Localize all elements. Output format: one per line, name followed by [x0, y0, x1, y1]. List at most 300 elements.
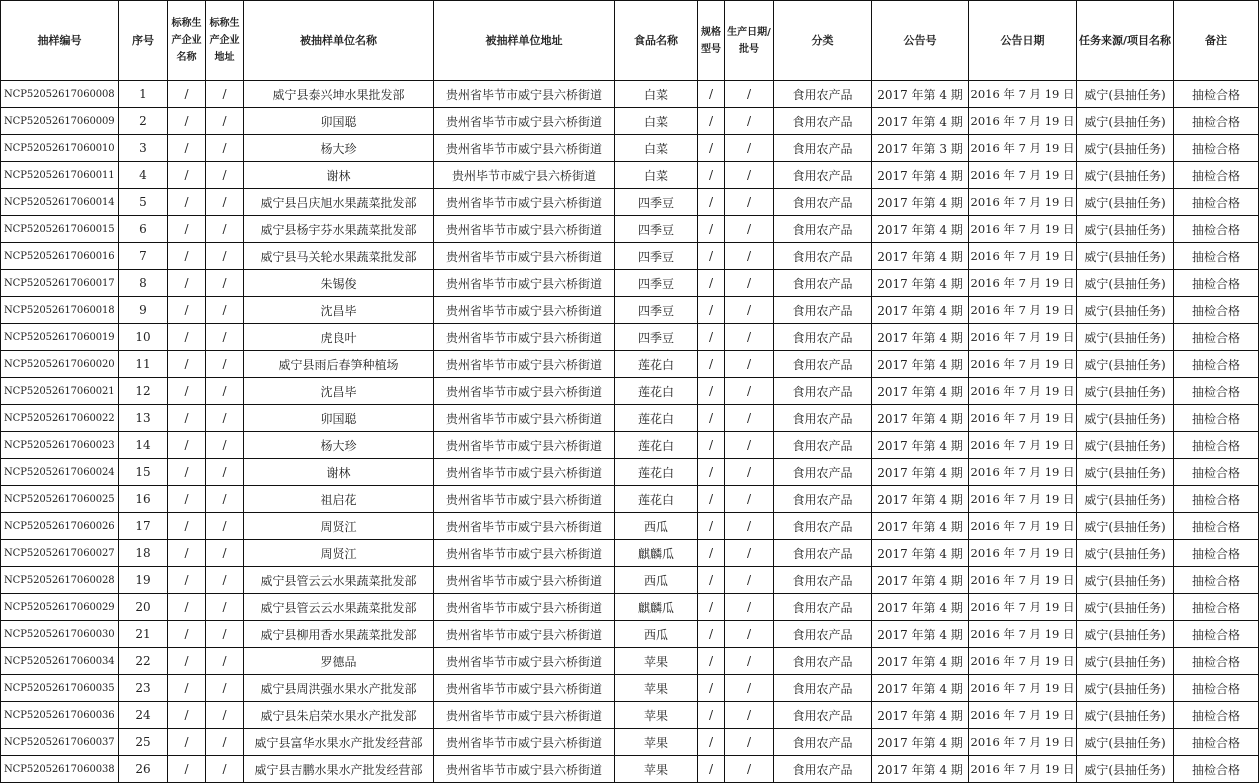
cell-unit-name: 祖启花 — [244, 486, 434, 513]
cell-seq: 6 — [119, 216, 168, 243]
cell-prod-date: / — [725, 594, 774, 621]
cell-category: 食用农产品 — [774, 81, 872, 108]
cell-unit-name: 沈昌毕 — [244, 378, 434, 405]
cell-seq: 20 — [119, 594, 168, 621]
cell-food-name: 四季豆 — [615, 216, 698, 243]
cell-unit-addr: 贵州省毕节市威宁县六桥街道 — [434, 297, 615, 324]
header-notice-date: 公告日期 — [969, 1, 1077, 81]
table-row — [1, 216, 1259, 243]
cell-unit-addr: 贵州省毕节市威宁县六桥街道 — [434, 621, 615, 648]
cell-unit-addr: 贵州省毕节市威宁县六桥街道 — [434, 756, 615, 783]
cell-task-source: 威宁(县抽任务) — [1077, 108, 1174, 135]
cell-mfr-name: / — [168, 108, 206, 135]
table-row — [1, 540, 1259, 567]
cell-food-name: 莲花白 — [615, 405, 698, 432]
cell-notice-no: 2017 年第 4 期 — [872, 459, 969, 486]
cell-sample-no: NCP52052617060027 — [1, 540, 119, 567]
cell-task-source: 威宁(县抽任务) — [1077, 540, 1174, 567]
cell-food-name: 莲花白 — [615, 378, 698, 405]
cell-sample-no: NCP52052617060008 — [1, 81, 119, 108]
cell-food-name: 莲花白 — [615, 432, 698, 459]
cell-sample-no: NCP52052617060026 — [1, 513, 119, 540]
cell-mfr-addr: / — [206, 594, 244, 621]
cell-mfr-name: / — [168, 81, 206, 108]
cell-spec: / — [698, 351, 725, 378]
cell-notice-date: 2016 年 7 月 19 日 — [969, 108, 1077, 135]
cell-unit-name: 威宁县朱启荣水果水产批发部 — [244, 702, 434, 729]
cell-food-name: 苹果 — [615, 729, 698, 756]
cell-category: 食用农产品 — [774, 675, 872, 702]
cell-sample-no: NCP52052617060025 — [1, 486, 119, 513]
cell-seq: 17 — [119, 513, 168, 540]
cell-notice-date: 2016 年 7 月 19 日 — [969, 243, 1077, 270]
cell-remark: 抽检合格 — [1174, 351, 1259, 378]
cell-notice-no: 2017 年第 4 期 — [872, 594, 969, 621]
cell-sample-no: NCP52052617060016 — [1, 243, 119, 270]
cell-unit-name: 威宁县富华水果水产批发经营部 — [244, 729, 434, 756]
cell-notice-date: 2016 年 7 月 19 日 — [969, 405, 1077, 432]
cell-sample-no: NCP52052617060009 — [1, 108, 119, 135]
cell-seq: 14 — [119, 432, 168, 459]
cell-notice-date: 2016 年 7 月 19 日 — [969, 324, 1077, 351]
cell-prod-date: / — [725, 162, 774, 189]
cell-remark: 抽检合格 — [1174, 162, 1259, 189]
cell-unit-name: 威宁县管云云水果蔬菜批发部 — [244, 567, 434, 594]
cell-spec: / — [698, 486, 725, 513]
cell-notice-no: 2017 年第 4 期 — [872, 756, 969, 783]
cell-mfr-addr: / — [206, 243, 244, 270]
cell-category: 食用农产品 — [774, 729, 872, 756]
cell-mfr-name: / — [168, 135, 206, 162]
cell-mfr-addr: / — [206, 216, 244, 243]
cell-category: 食用农产品 — [774, 216, 872, 243]
cell-spec: / — [698, 432, 725, 459]
header-remark: 备注 — [1174, 1, 1259, 81]
cell-prod-date: / — [725, 621, 774, 648]
header-sample-no: 抽样编号 — [1, 1, 119, 81]
cell-notice-no: 2017 年第 4 期 — [872, 540, 969, 567]
cell-prod-date: / — [725, 243, 774, 270]
cell-food-name: 四季豆 — [615, 324, 698, 351]
cell-mfr-addr: / — [206, 540, 244, 567]
cell-task-source: 威宁(县抽任务) — [1077, 729, 1174, 756]
cell-unit-name: 威宁县周洪强水果水产批发部 — [244, 675, 434, 702]
cell-notice-date: 2016 年 7 月 19 日 — [969, 459, 1077, 486]
cell-seq: 21 — [119, 621, 168, 648]
header-row — [1, 1, 1259, 81]
cell-remark: 抽检合格 — [1174, 621, 1259, 648]
cell-unit-addr: 贵州省毕节市威宁县六桥街道 — [434, 216, 615, 243]
cell-unit-addr: 贵州省毕节市威宁县六桥街道 — [434, 432, 615, 459]
cell-category: 食用农产品 — [774, 459, 872, 486]
cell-category: 食用农产品 — [774, 513, 872, 540]
cell-food-name: 苹果 — [615, 756, 698, 783]
cell-unit-addr: 贵州省毕节市威宁县六桥街道 — [434, 540, 615, 567]
header-seq: 序号 — [119, 1, 168, 81]
cell-category: 食用农产品 — [774, 108, 872, 135]
cell-category: 食用农产品 — [774, 243, 872, 270]
cell-mfr-name: / — [168, 459, 206, 486]
cell-seq: 5 — [119, 189, 168, 216]
cell-unit-name: 谢林 — [244, 459, 434, 486]
cell-mfr-name: / — [168, 567, 206, 594]
cell-mfr-name: / — [168, 756, 206, 783]
cell-category: 食用农产品 — [774, 486, 872, 513]
cell-task-source: 威宁(县抽任务) — [1077, 189, 1174, 216]
cell-unit-addr: 贵州省毕节市威宁县六桥街道 — [434, 594, 615, 621]
cell-food-name: 莲花白 — [615, 351, 698, 378]
cell-category: 食用农产品 — [774, 162, 872, 189]
cell-category: 食用农产品 — [774, 378, 872, 405]
cell-mfr-name: / — [168, 297, 206, 324]
header-task-source: 任务来源/项目名称 — [1077, 1, 1174, 81]
cell-mfr-name: / — [168, 702, 206, 729]
cell-task-source: 威宁(县抽任务) — [1077, 594, 1174, 621]
table-row — [1, 702, 1259, 729]
cell-unit-name: 谢林 — [244, 162, 434, 189]
cell-unit-name: 杨大珍 — [244, 432, 434, 459]
cell-remark: 抽检合格 — [1174, 459, 1259, 486]
cell-seq: 2 — [119, 108, 168, 135]
cell-spec: / — [698, 108, 725, 135]
cell-unit-addr: 贵州省毕节市威宁县六桥街道 — [434, 459, 615, 486]
cell-sample-no: NCP52052617060023 — [1, 432, 119, 459]
table-row — [1, 243, 1259, 270]
cell-sample-no: NCP52052617060037 — [1, 729, 119, 756]
cell-prod-date: / — [725, 297, 774, 324]
cell-seq: 11 — [119, 351, 168, 378]
cell-mfr-addr: / — [206, 621, 244, 648]
cell-spec: / — [698, 702, 725, 729]
cell-unit-name: 卯国聪 — [244, 405, 434, 432]
cell-prod-date: / — [725, 135, 774, 162]
cell-notice-no: 2017 年第 4 期 — [872, 702, 969, 729]
cell-mfr-addr: / — [206, 702, 244, 729]
cell-mfr-name: / — [168, 540, 206, 567]
cell-unit-addr: 贵州省毕节市威宁县六桥街道 — [434, 729, 615, 756]
cell-category: 食用农产品 — [774, 297, 872, 324]
cell-food-name: 白菜 — [615, 108, 698, 135]
cell-sample-no: NCP52052617060029 — [1, 594, 119, 621]
cell-remark: 抽检合格 — [1174, 432, 1259, 459]
cell-spec: / — [698, 162, 725, 189]
cell-food-name: 白菜 — [615, 162, 698, 189]
cell-remark: 抽检合格 — [1174, 486, 1259, 513]
cell-seq: 22 — [119, 648, 168, 675]
cell-task-source: 威宁(县抽任务) — [1077, 81, 1174, 108]
cell-mfr-name: / — [168, 405, 206, 432]
cell-category: 食用农产品 — [774, 567, 872, 594]
cell-unit-addr: 贵州省毕节市威宁县六桥街道 — [434, 351, 615, 378]
cell-mfr-name: / — [168, 648, 206, 675]
header-notice-no: 公告号 — [872, 1, 969, 81]
cell-sample-no: NCP52052617060019 — [1, 324, 119, 351]
cell-seq: 8 — [119, 270, 168, 297]
cell-prod-date: / — [725, 81, 774, 108]
cell-prod-date: / — [725, 378, 774, 405]
cell-sample-no: NCP52052617060015 — [1, 216, 119, 243]
cell-category: 食用农产品 — [774, 432, 872, 459]
cell-notice-no: 2017 年第 4 期 — [872, 81, 969, 108]
cell-mfr-name: / — [168, 594, 206, 621]
cell-sample-no: NCP52052617060028 — [1, 567, 119, 594]
cell-remark: 抽检合格 — [1174, 675, 1259, 702]
cell-seq: 7 — [119, 243, 168, 270]
cell-seq: 4 — [119, 162, 168, 189]
table-body — [1, 81, 1259, 783]
cell-task-source: 威宁(县抽任务) — [1077, 513, 1174, 540]
cell-remark: 抽检合格 — [1174, 324, 1259, 351]
cell-task-source: 威宁(县抽任务) — [1077, 486, 1174, 513]
cell-task-source: 威宁(县抽任务) — [1077, 243, 1174, 270]
cell-notice-date: 2016 年 7 月 19 日 — [969, 486, 1077, 513]
cell-food-name: 麒麟瓜 — [615, 594, 698, 621]
cell-unit-name: 罗德品 — [244, 648, 434, 675]
cell-mfr-name: / — [168, 432, 206, 459]
cell-mfr-addr: / — [206, 675, 244, 702]
cell-category: 食用农产品 — [774, 135, 872, 162]
cell-prod-date: / — [725, 216, 774, 243]
cell-notice-date: 2016 年 7 月 19 日 — [969, 162, 1077, 189]
cell-food-name: 苹果 — [615, 702, 698, 729]
table-row — [1, 513, 1259, 540]
cell-remark: 抽检合格 — [1174, 513, 1259, 540]
cell-task-source: 威宁(县抽任务) — [1077, 270, 1174, 297]
cell-spec: / — [698, 648, 725, 675]
cell-mfr-addr: / — [206, 270, 244, 297]
cell-prod-date: / — [725, 702, 774, 729]
cell-prod-date: / — [725, 540, 774, 567]
cell-unit-addr: 贵州省毕节市威宁县六桥街道 — [434, 108, 615, 135]
cell-notice-date: 2016 年 7 月 19 日 — [969, 297, 1077, 324]
cell-remark: 抽检合格 — [1174, 243, 1259, 270]
cell-sample-no: NCP52052617060022 — [1, 405, 119, 432]
cell-mfr-name: / — [168, 378, 206, 405]
cell-seq: 18 — [119, 540, 168, 567]
cell-mfr-addr: / — [206, 324, 244, 351]
cell-mfr-addr: / — [206, 135, 244, 162]
cell-notice-date: 2016 年 7 月 19 日 — [969, 729, 1077, 756]
cell-task-source: 威宁(县抽任务) — [1077, 324, 1174, 351]
cell-notice-no: 2017 年第 4 期 — [872, 486, 969, 513]
cell-unit-addr: 贵州省毕节市威宁县六桥街道 — [434, 405, 615, 432]
cell-food-name: 四季豆 — [615, 189, 698, 216]
cell-notice-no: 2017 年第 4 期 — [872, 189, 969, 216]
cell-food-name: 苹果 — [615, 675, 698, 702]
cell-task-source: 威宁(县抽任务) — [1077, 432, 1174, 459]
cell-notice-no: 2017 年第 4 期 — [872, 162, 969, 189]
table-row — [1, 729, 1259, 756]
cell-notice-date: 2016 年 7 月 19 日 — [969, 513, 1077, 540]
cell-unit-addr: 贵州省毕节市威宁县六桥街道 — [434, 81, 615, 108]
cell-food-name: 四季豆 — [615, 297, 698, 324]
cell-unit-name: 杨大珍 — [244, 135, 434, 162]
cell-notice-date: 2016 年 7 月 19 日 — [969, 540, 1077, 567]
cell-seq: 12 — [119, 378, 168, 405]
cell-unit-name: 威宁县马关轮水果蔬菜批发部 — [244, 243, 434, 270]
cell-unit-addr: 贵州毕节市威宁县六桥街道 — [434, 162, 615, 189]
cell-prod-date: / — [725, 108, 774, 135]
cell-spec: / — [698, 270, 725, 297]
cell-unit-addr: 贵州省毕节市威宁县六桥街道 — [434, 702, 615, 729]
cell-prod-date: / — [725, 513, 774, 540]
cell-spec: / — [698, 189, 725, 216]
cell-mfr-addr: / — [206, 162, 244, 189]
cell-unit-addr: 贵州省毕节市威宁县六桥街道 — [434, 324, 615, 351]
cell-food-name: 白菜 — [615, 135, 698, 162]
cell-seq: 19 — [119, 567, 168, 594]
table-row — [1, 81, 1259, 108]
cell-unit-name: 虎良叶 — [244, 324, 434, 351]
cell-prod-date: / — [725, 675, 774, 702]
cell-notice-no: 2017 年第 4 期 — [872, 270, 969, 297]
cell-unit-name: 卯国聪 — [244, 108, 434, 135]
cell-task-source: 威宁(县抽任务) — [1077, 756, 1174, 783]
cell-prod-date: / — [725, 432, 774, 459]
table-row — [1, 297, 1259, 324]
cell-notice-no: 2017 年第 4 期 — [872, 378, 969, 405]
cell-mfr-addr: / — [206, 81, 244, 108]
cell-sample-no: NCP52052617060014 — [1, 189, 119, 216]
cell-prod-date: / — [725, 324, 774, 351]
cell-sample-no: NCP52052617060034 — [1, 648, 119, 675]
cell-notice-date: 2016 年 7 月 19 日 — [969, 567, 1077, 594]
cell-notice-no: 2017 年第 4 期 — [872, 648, 969, 675]
cell-category: 食用农产品 — [774, 324, 872, 351]
cell-mfr-name: / — [168, 162, 206, 189]
table-row — [1, 486, 1259, 513]
cell-spec: / — [698, 135, 725, 162]
cell-notice-no: 2017 年第 4 期 — [872, 216, 969, 243]
cell-mfr-name: / — [168, 189, 206, 216]
cell-spec: / — [698, 756, 725, 783]
cell-mfr-addr: / — [206, 513, 244, 540]
cell-task-source: 威宁(县抽任务) — [1077, 135, 1174, 162]
cell-remark: 抽检合格 — [1174, 81, 1259, 108]
cell-remark: 抽检合格 — [1174, 405, 1259, 432]
cell-sample-no: NCP52052617060018 — [1, 297, 119, 324]
cell-sample-no: NCP52052617060011 — [1, 162, 119, 189]
cell-mfr-addr: / — [206, 297, 244, 324]
cell-spec: / — [698, 243, 725, 270]
cell-food-name: 西瓜 — [615, 513, 698, 540]
cell-food-name: 莲花白 — [615, 459, 698, 486]
cell-category: 食用农产品 — [774, 702, 872, 729]
cell-spec: / — [698, 297, 725, 324]
cell-mfr-addr: / — [206, 351, 244, 378]
cell-notice-date: 2016 年 7 月 19 日 — [969, 351, 1077, 378]
cell-sample-no: NCP52052617060035 — [1, 675, 119, 702]
cell-unit-name: 威宁县吉鹏水果水产批发经营部 — [244, 756, 434, 783]
cell-mfr-name: / — [168, 270, 206, 297]
cell-spec: / — [698, 621, 725, 648]
cell-unit-name: 威宁县雨后春笋种植场 — [244, 351, 434, 378]
cell-notice-no: 2017 年第 4 期 — [872, 297, 969, 324]
cell-prod-date: / — [725, 729, 774, 756]
cell-food-name: 西瓜 — [615, 567, 698, 594]
cell-category: 食用农产品 — [774, 351, 872, 378]
cell-unit-addr: 贵州省毕节市威宁县六桥街道 — [434, 189, 615, 216]
cell-task-source: 威宁(县抽任务) — [1077, 378, 1174, 405]
table-row — [1, 756, 1259, 783]
cell-mfr-name: / — [168, 729, 206, 756]
cell-task-source: 威宁(县抽任务) — [1077, 459, 1174, 486]
header-prod-date: 生产日期/批号 — [725, 1, 774, 81]
cell-mfr-addr: / — [206, 729, 244, 756]
cell-unit-addr: 贵州省毕节市威宁县六桥街道 — [434, 270, 615, 297]
header-mfr-name: 标称生产企业名称 — [168, 1, 206, 81]
cell-task-source: 威宁(县抽任务) — [1077, 405, 1174, 432]
cell-seq: 9 — [119, 297, 168, 324]
cell-unit-name: 威宁县柳用香水果蔬菜批发部 — [244, 621, 434, 648]
cell-prod-date: / — [725, 270, 774, 297]
cell-sample-no: NCP52052617060036 — [1, 702, 119, 729]
cell-notice-date: 2016 年 7 月 19 日 — [969, 216, 1077, 243]
table-row — [1, 270, 1259, 297]
cell-sample-no: NCP52052617060030 — [1, 621, 119, 648]
header-unit-name: 被抽样单位名称 — [244, 1, 434, 81]
cell-notice-date: 2016 年 7 月 19 日 — [969, 135, 1077, 162]
cell-notice-no: 2017 年第 4 期 — [872, 567, 969, 594]
cell-food-name: 麒麟瓜 — [615, 540, 698, 567]
cell-sample-no: NCP52052617060024 — [1, 459, 119, 486]
cell-remark: 抽检合格 — [1174, 540, 1259, 567]
cell-sample-no: NCP52052617060017 — [1, 270, 119, 297]
cell-notice-no: 2017 年第 4 期 — [872, 351, 969, 378]
cell-spec: / — [698, 675, 725, 702]
cell-remark: 抽检合格 — [1174, 216, 1259, 243]
cell-seq: 13 — [119, 405, 168, 432]
cell-prod-date: / — [725, 405, 774, 432]
cell-notice-date: 2016 年 7 月 19 日 — [969, 675, 1077, 702]
cell-mfr-name: / — [168, 486, 206, 513]
cell-notice-no: 2017 年第 4 期 — [872, 621, 969, 648]
header-spec: 规格型号 — [698, 1, 725, 81]
table-row — [1, 135, 1259, 162]
cell-notice-date: 2016 年 7 月 19 日 — [969, 432, 1077, 459]
cell-unit-addr: 贵州省毕节市威宁县六桥街道 — [434, 243, 615, 270]
cell-mfr-addr: / — [206, 459, 244, 486]
cell-food-name: 四季豆 — [615, 243, 698, 270]
cell-unit-addr: 贵州省毕节市威宁县六桥街道 — [434, 378, 615, 405]
cell-mfr-addr: / — [206, 567, 244, 594]
cell-mfr-name: / — [168, 351, 206, 378]
cell-mfr-addr: / — [206, 756, 244, 783]
cell-spec: / — [698, 729, 725, 756]
cell-spec: / — [698, 378, 725, 405]
table-row — [1, 108, 1259, 135]
cell-category: 食用农产品 — [774, 621, 872, 648]
cell-sample-no: NCP52052617060010 — [1, 135, 119, 162]
cell-category: 食用农产品 — [774, 189, 872, 216]
cell-notice-no: 2017 年第 4 期 — [872, 729, 969, 756]
cell-unit-addr: 贵州省毕节市威宁县六桥街道 — [434, 567, 615, 594]
cell-mfr-addr: / — [206, 486, 244, 513]
table-row — [1, 594, 1259, 621]
cell-remark: 抽检合格 — [1174, 567, 1259, 594]
cell-prod-date: / — [725, 459, 774, 486]
cell-remark: 抽检合格 — [1174, 648, 1259, 675]
cell-seq: 3 — [119, 135, 168, 162]
cell-seq: 15 — [119, 459, 168, 486]
cell-food-name: 莲花白 — [615, 486, 698, 513]
cell-prod-date: / — [725, 567, 774, 594]
cell-notice-no: 2017 年第 4 期 — [872, 405, 969, 432]
cell-spec: / — [698, 216, 725, 243]
cell-unit-name: 沈昌毕 — [244, 297, 434, 324]
cell-unit-addr: 贵州省毕节市威宁县六桥街道 — [434, 135, 615, 162]
cell-notice-date: 2016 年 7 月 19 日 — [969, 756, 1077, 783]
